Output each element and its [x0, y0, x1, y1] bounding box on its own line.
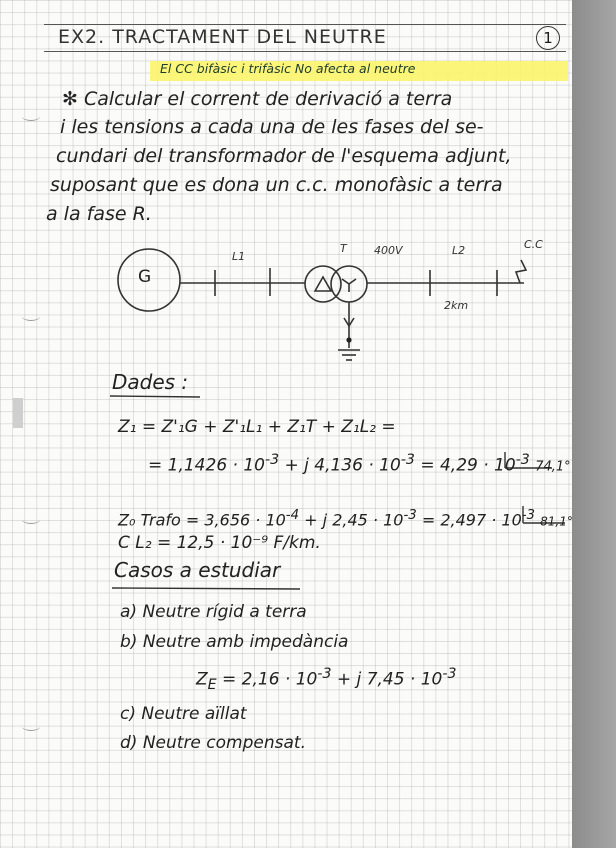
statement-line-2: i les tensions a cada una de les fases del se- — [60, 116, 484, 138]
statement-line-3: cundari del transformador de l'esquema adjunt, — [56, 145, 512, 167]
capacitance-line: C L₂ = 12,5 · 10⁻⁹ F/km. — [118, 533, 321, 553]
exponent: -3 — [403, 508, 417, 523]
exponent: -3 — [317, 666, 332, 682]
z1-imag: + j 4,136 · 10 — [279, 455, 401, 476]
exponent: -3 — [515, 452, 530, 468]
generator-label: G — [138, 267, 152, 287]
page-number: 1 — [536, 26, 560, 50]
ze-symbol: Z — [196, 669, 208, 690]
z1-magnitude: = 4,29 · 10 — [414, 455, 516, 476]
z0-magnitude: = 2,497 · 10 — [416, 510, 522, 530]
ze-real: = 2,16 · 10 — [216, 669, 318, 690]
z0-angle: 81,1° — [540, 514, 573, 529]
case-b: b) Neutre amb impedància — [120, 632, 349, 652]
case-c: c) Neutre aïllat — [120, 704, 247, 724]
line2-label: L2 — [452, 244, 466, 257]
z1-angle: 74,1° — [535, 459, 571, 475]
z0-real: Z₀ Trafo = 3,656 · 10 — [118, 510, 286, 530]
statement-line-4: suposant que es dona un c.c. monofàsic a terra — [50, 174, 503, 196]
z0-equation — [118, 508, 573, 529]
data-heading-underline — [110, 396, 200, 397]
voltage-label: 400V — [374, 244, 403, 257]
highlighted-note: El CC bifàsic i trifàsic No afecta al neutre — [160, 61, 416, 76]
exponent: -3 — [400, 452, 415, 468]
cases-heading-underline — [112, 588, 300, 589]
ze-subscript: E — [207, 677, 217, 694]
z0-imag: + j 2,45 · 10 — [299, 510, 404, 530]
statement-line-5: a la fase R. — [46, 203, 152, 225]
z1-equation: Z₁ = Z'₁G + Z'₁L₁ + Z₁T + Z₁L₂ = — [118, 417, 396, 437]
ze-imag: + j 7,45 · 10 — [331, 669, 443, 690]
ze-equation — [196, 666, 456, 693]
exponent: -3 — [521, 508, 536, 523]
z1-real: = 1,1426 · 10 — [148, 455, 265, 476]
exponent: -3 — [264, 452, 280, 468]
transformer-label: T — [340, 242, 347, 255]
z1-value-line — [148, 452, 571, 476]
fault-label: C.C — [524, 238, 543, 251]
page-title: EX2. TRACTAMENT DEL NEUTRE — [58, 26, 387, 48]
exponent: -4 — [285, 508, 300, 523]
length-label: 2km — [444, 299, 469, 312]
exponent: -3 — [442, 666, 457, 682]
case-a: a) Neutre rígid a terra — [120, 602, 307, 622]
line1-label: L1 — [232, 250, 246, 263]
case-d: d) Neutre compensat. — [120, 733, 306, 753]
cases-heading: Casos a estudiar — [114, 558, 281, 582]
statement-line-1: ✻ Calcular el corrent de derivació a terra — [62, 88, 453, 110]
data-heading: Dades : — [112, 370, 189, 394]
